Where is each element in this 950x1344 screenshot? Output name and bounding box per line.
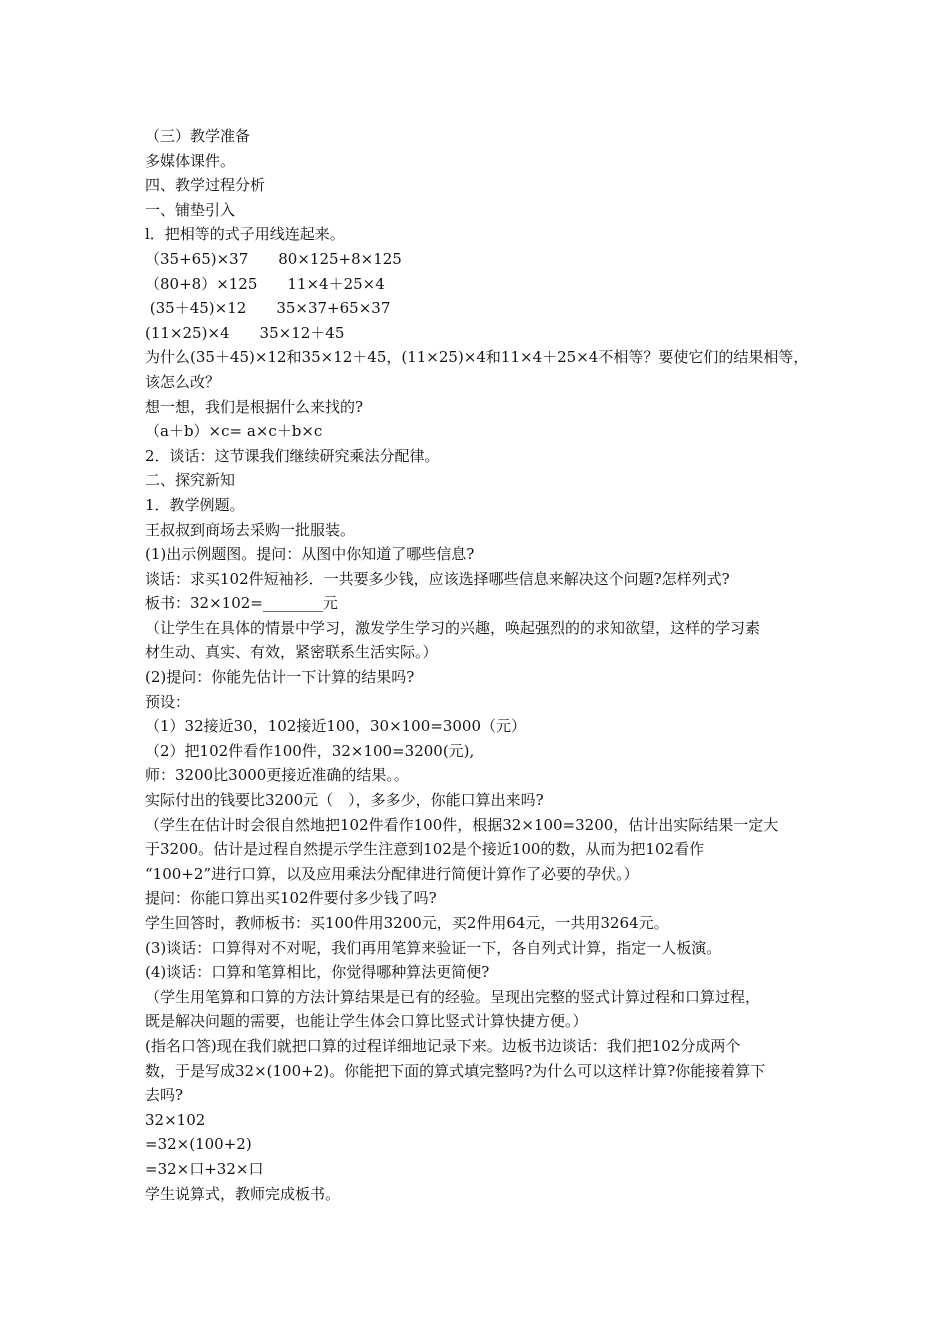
text-line: 王叔叔到商场去采购一批服装。 bbox=[145, 520, 356, 539]
text-line: 既是解决问题的需要，也能让学生体会口算比竖式计算快捷方便。） bbox=[145, 1012, 588, 1031]
text-line: （学生在估计时会很自然地把102件看作100件，根据32×100=3200，估计出实际结果一定大 bbox=[145, 815, 779, 834]
text-line: 为什么(35＋45)×12和35×12＋45，(11×25)×4和11×4＋25×4不相等？要使它们的结果相等， bbox=[145, 348, 809, 367]
text-line: “100+2”进行口算，以及应用乘法分配律进行简便计算作了必要的孕伏。） bbox=[145, 864, 639, 883]
document-body bbox=[145, 124, 817, 1206]
text-line: 数，于是写成32×(100+2)。你能把下面的算式填完整吗?为什么可以这样计算?你能接着算下 bbox=[145, 1061, 766, 1080]
text-line: (4)谈话：口算和笔算相比，你觉得哪种算法更简便? bbox=[145, 963, 490, 982]
text-line: (2)提问：你能先估计一下计算的结果吗? bbox=[145, 668, 415, 687]
text-line: 二、探究新知 bbox=[145, 471, 236, 490]
text-line: 2．谈话：这节课我们继续研究乘法分配律。 bbox=[145, 446, 440, 465]
text-line: 多媒体课件。 bbox=[145, 151, 236, 170]
text-line: 提问：你能口算出买102件要付多少钱了吗? bbox=[145, 889, 437, 908]
text-line: （三）教学准备 bbox=[145, 127, 251, 145]
text-line: 实际付出的钱要比3200元（ ），多多少，你能口算出来吗? bbox=[145, 791, 544, 810]
text-line: =32×口+32×口 bbox=[145, 1159, 264, 1178]
text-line: (指名口答)现在我们就把口算的过程详细地记录下来。边板书边谈话：我们把102分成两个 bbox=[145, 1036, 741, 1055]
text-line: 四、教学过程分析 bbox=[145, 176, 266, 195]
text-line: 于3200。估计是过程自然提示学生注意到102是个接近100的数，从而为把102看作 bbox=[145, 840, 705, 859]
text-line: 学生回答时，教师板书：买100件用3200元，买2件用64元，一共用3264元。 bbox=[145, 914, 669, 932]
text-line: （a＋b）×c= a×c＋b×c bbox=[145, 422, 323, 441]
text-line: 去吗? bbox=[145, 1086, 184, 1105]
text-line: 学生说算式，教师完成板书。 bbox=[145, 1184, 341, 1203]
text-line: =32×(100+2) bbox=[145, 1135, 252, 1154]
text-line: 谈话：求买102件短袖衫．一共要多少钱，应该选择哪些信息来解决这个问题?怎样列式? bbox=[145, 569, 730, 588]
text-line: 一、铺垫引入 bbox=[145, 200, 236, 219]
text-line: l．把相等的式子用线连起来。 bbox=[145, 225, 345, 244]
text-line: 想一想，我们是根据什么来找的? bbox=[145, 397, 364, 416]
text-line: 材生动、真实、有效，紧密联系生活实际。） bbox=[145, 643, 438, 662]
text-line: (11×25)×4 35×12＋45 bbox=[145, 323, 345, 342]
text-line: 预设： bbox=[145, 692, 191, 711]
text-line: （1）32接近30，102接近100，30×100=3000（元） bbox=[145, 717, 527, 736]
text-line: （让学生在具体的情景中学习，激发学生学习的兴趣，唤起强烈的的求知欲望，这样的学习素 bbox=[145, 618, 761, 637]
text-line: 1．教学例题。 bbox=[145, 495, 245, 514]
text-line: (1)出示例题图。提问：从图中你知道了哪些信息? bbox=[145, 545, 475, 564]
text-line: (35＋45)×12 35×37+65×37 bbox=[145, 299, 391, 318]
text-line: 32×102 bbox=[145, 1110, 206, 1129]
text-line: （学生用笔算和口算的方法计算结果是已有的经验。呈现出完整的竖式计算过程和口算过程， bbox=[145, 987, 761, 1006]
text-line: (3)谈话：口算得对不对呢，我们再用笔算来验证一下，各自列式计算，指定一人板演。 bbox=[145, 938, 722, 957]
text-line: （2）把102件看作100件，32×100=3200(元), bbox=[145, 741, 475, 760]
text-line: （80+8）×125 11×4＋25×4 bbox=[145, 274, 385, 293]
text-line: 师：3200比3000更接近准确的结果。。 bbox=[145, 766, 409, 785]
text-line: （35+65)×37 80×125+8×125 bbox=[145, 249, 402, 268]
text-line: 板书：32×102=________元 bbox=[145, 594, 338, 613]
text-line: 该怎么改？ bbox=[145, 372, 221, 391]
